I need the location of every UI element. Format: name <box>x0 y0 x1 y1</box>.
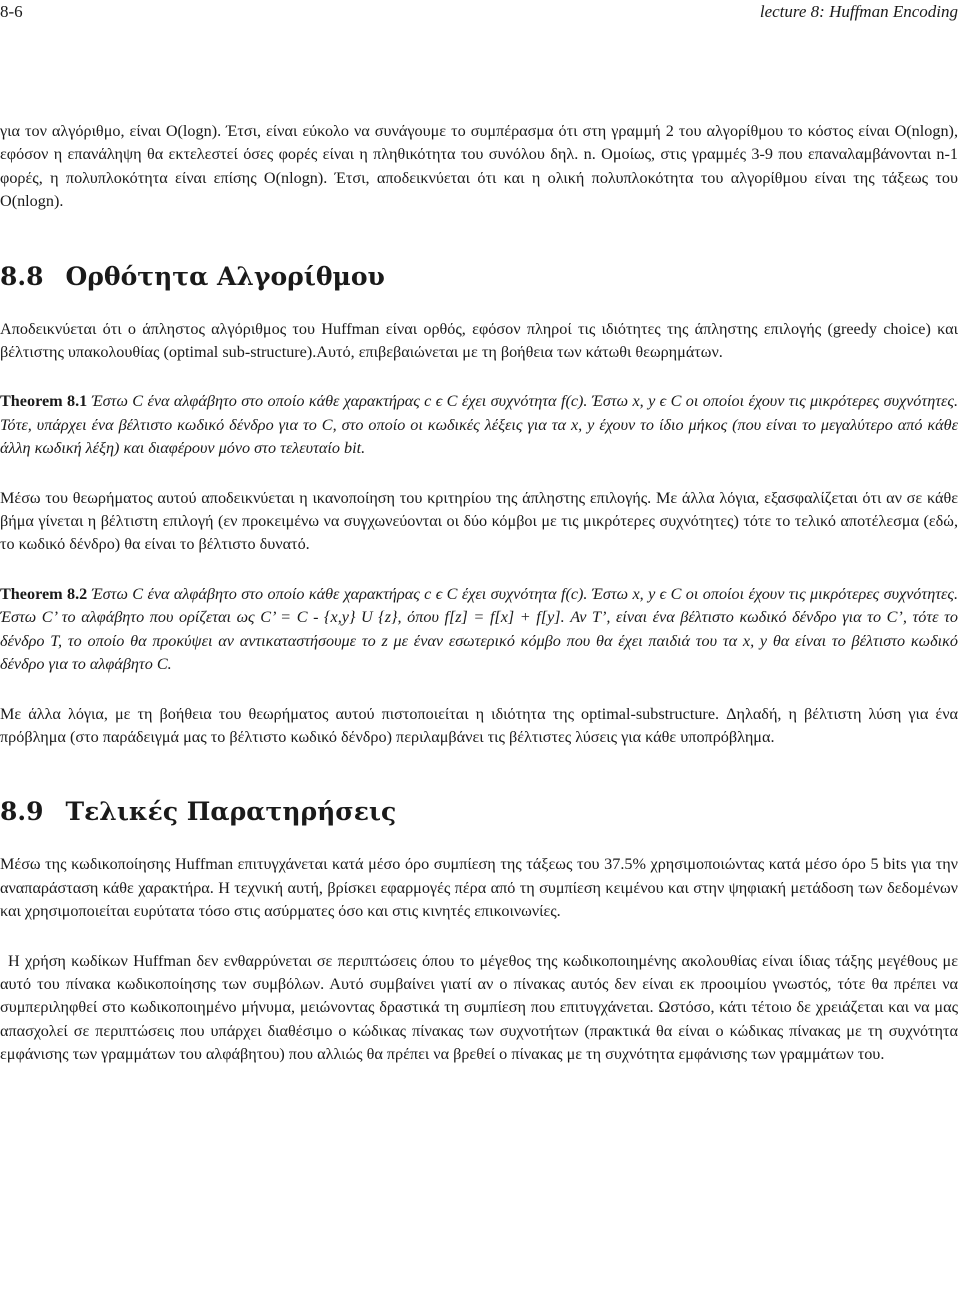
theorem-label: Theorem 8.2 <box>0 584 88 603</box>
paragraph-complexity: για τον αλγόριθμο, είναι O(logn). Έτσι, είναι εύκολο να συνάγουμε το συμπέρασμα ότι στη γραμμή 2 του αλγορίθμου το κόστος είναι O(nlogn), εφόσον η επανάληψη θα εκτελεστεί όσες φορές είναι η πληθικότητα του συνόλου δηλ. n. Ομοίως, στις γραμμές 3-9 που επαναλαμβάνονται n-1 φορές, η πολυπλοκότητα είναι επίσης O(nlogn). Έτσι, αποδεικνύεται ότι και η ολική πολυπλοκότητα του αλγορίθμου είναι της τάξεως του O(nlogn). <box>0 122 958 211</box>
section-heading-8-9 <box>0 795 958 829</box>
paragraph-limitations: Η χρήση κωδίκων Huffman δεν ενθαρρύνεται σε περιπτώσεις όπου το μέγεθος της κωδικοποιημένης ακολουθίας είναι ίδιας τάξης μεγέθους με αυτό του πίνακα κωδικοποίησης των συμβόλων. Αυτό συμβαίνει γιατί αν ο πίνακας αυτός δεν είναι εκ προοιμίου γνωστός, τότε θα πρέπει να συμπεριληφθεί στο κωδικοποιημένο μήνυμα, μειώνοντας δραστικά τη συμπίεση που επιτυγχάνεται. Ωστόσο, κάτι τέτοιο δε χρειάζεται και να μας απασχολεί σε περιπτώσεις που υπάρχει διαθέσιμο ο κώδικας πίνακας των συχνοτήτων (πρακτικά θα είναι ο κώδικας πίνακας με τη συχνότητα εμφάνισης των γραμμάτων του αλφάβητου) που αλλιώς θα πρέπει να βρεθεί ο πίνακας με τη συχνότητα εμφάνισης των γραμμάτων του. <box>0 951 958 1064</box>
section-heading-8-8 <box>0 260 958 294</box>
page-body <box>0 120 958 1093</box>
paragraph-correctness-intro: Αποδεικνύεται ότι ο άπληστος αλγόριθμος του Huffman είναι ορθός, εφόσον πληροί τις ιδιότητες της άπληστης επιλογής (greedy choice) και βέλτιστης υπακολουθίας (optimal sub-structure).Αυτό, επιβεβαιώνεται με τη βοήθεια των κάτωθι θεωρημάτων. <box>0 319 958 362</box>
paragraph-greedy-choice: Μέσω του θεωρήματος αυτού αποδεικνύεται η ικανοποίηση του κριτηρίου της άπληστης επιλογής. Με άλλα λόγια, εξασφαλίζεται ότι αν σε κάθε βήμα γίνεται η βέλτιστη επιλογή (εν προκειμένω να συγχωνεύονται οι δύο κόμβοι με τις μικρότερες συχνότητες) τότε το τελικό αποτέλεσμα (εδώ, το κωδικό δένδρο) θα είναι το βέλτιστο δυνατό. <box>0 488 958 554</box>
theorem-statement: Έστω C ένα αλφάβητο στο οποίο κάθε χαρακτήρας c ϵ C έχει συχνότητα f(c). Έστω x, y ϵ C οι οποίοι έχουν τις μικρότερες συχνότητες. Τότε, υπάρχει ένα βέλτιστο κωδικό δένδρο για το C, στο οποίο οι κωδικές λέξεις για τα x, y έχουν το ίδιο μήκος (που είναι το μεγαλύτερο από κάθε άλλη κωδική λέξη) και διαφέρουν μόνο στο τελευταίο bit. <box>0 392 959 458</box>
section-number: 8.9 <box>0 797 44 827</box>
theorem-statement: Έστω C ένα αλφάβητο στο οποίο κάθε χαρακτήρας c ϵ C έχει συχνότητα f(c). Έστω x, y ϵ C οι οποίοι έχουν τις μικρότερες συχνότητες. Έστω C’ το αλφάβητο που ορίζεται ως C’ = C - {x,y} U {z}, όπου f[z] = f[x] + f[y]. Αν T’, είναι ένα βέλτιστο κωδικό δένδρο για το C’, τότε το δένδρο T, το οποίο θα προκύψει αν αντικαταστήσουμε το z με έναν εσωτερικό κόμβο που θα έχει παιδιά του τα x, y θα είναι το βέλτιστο κωδικό δένδρο για το αλφάβητο C. <box>0 584 959 674</box>
section-number: 8.8 <box>0 261 44 291</box>
theorem-label: Theorem 8.1 <box>0 392 88 411</box>
theorem-8-2 <box>0 583 958 677</box>
section-title: Ορθότητα Αλγορίθμου <box>65 261 385 291</box>
theorem-8-1 <box>0 390 958 460</box>
running-title: lecture 8: Huffman Encoding <box>759 2 958 21</box>
paragraph-optimal-substructure: Με άλλα λόγια, με τη βοήθεια του θεωρήματος αυτού πιστοποιείται η ιδιότητα της optimal-substructure. Δηλαδή, η βέλτιστη λύση για ένα πρόβλημα (στο παράδειγμά μας το βέλτιστο κωδικό δένδρο) περιλαμβάνει τις βέλτιστες λύσεις για κάθε υποπρόβλημα. <box>0 704 958 746</box>
running-header <box>0 2 958 26</box>
section-title: Τελικές Παρατηρήσεις <box>65 797 397 827</box>
page-number: 8-6 <box>0 2 23 21</box>
paragraph-compression-rate: Μέσω της κωδικοποίησης Huffman επιτυγχάνεται κατά μέσο όρο συμπίεση της τάξεως του 37.5% χρησιμοποιώντας κατά μέσο όρο 5 bits για την αναπαράσταση κάθε χαρακτήρα. Η τεχνική αυτή, βρίσκει εφαρμογές πέρα από τη συμπίεση κειμένου και στην ψηφιακή μετάδοση των δεδομένων και χρησιμοποιείται ευρύτατα τόσο στις ασύρματες όσο και στις κινητές επικοινωνίες. <box>0 855 958 921</box>
